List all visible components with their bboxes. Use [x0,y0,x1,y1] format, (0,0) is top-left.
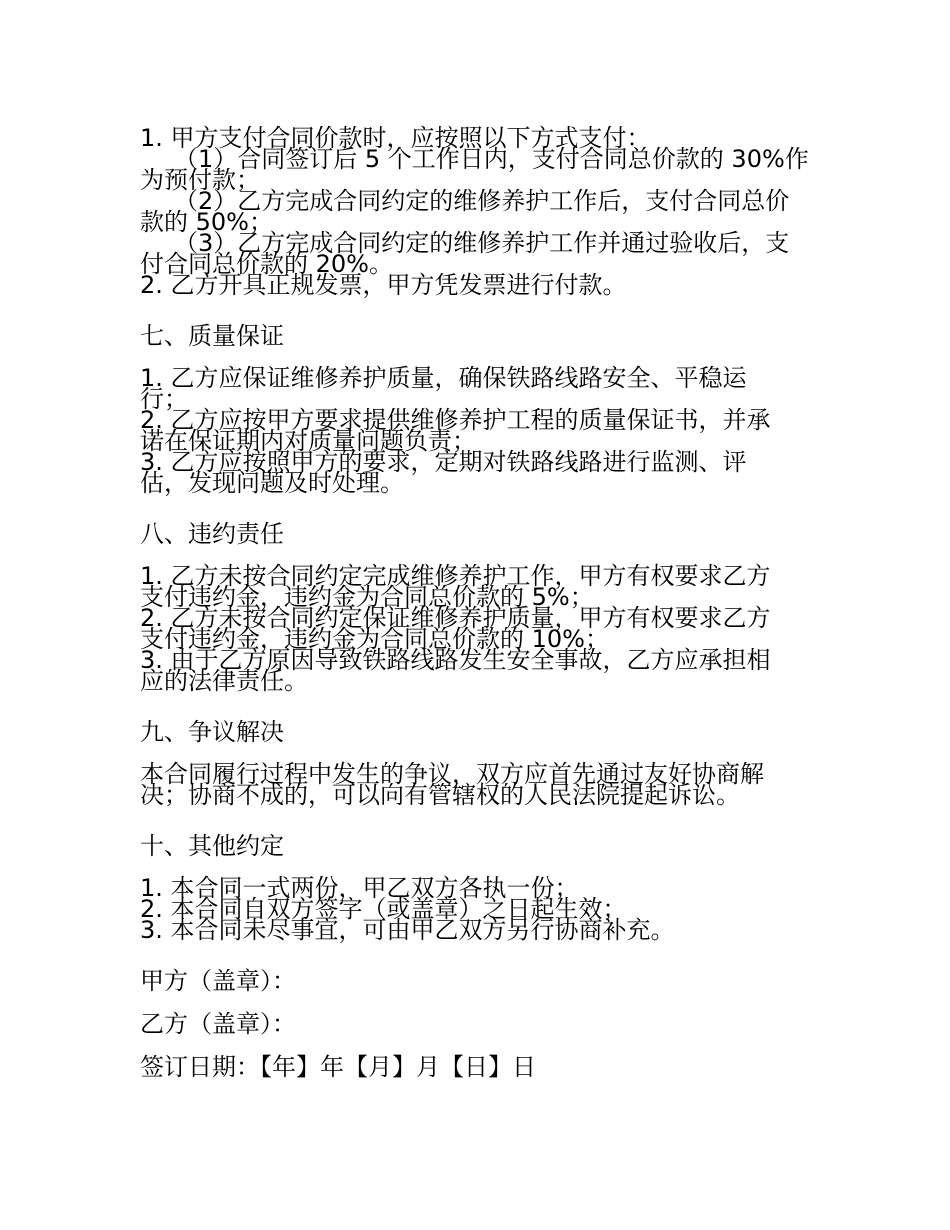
quality-section [140,364,808,497]
other-clause-1: 1. 本合同一式两份，甲乙双方各执一份； [140,874,579,902]
other-clause-3: 3. 本合同未尽事宜，可由甲乙双方另行协商补充。 [140,916,675,944]
other-section [140,874,808,944]
dispute-text: 本合同履行过程中发生的争议，双方应首先通过友好协商解 [140,760,764,788]
quality-clause-1-cont: 行； [140,385,188,413]
liability-clause-1-cont: 支付违约金，违约金为合同总价款的 5%； [140,583,594,611]
payment-item-3: （3）乙方完成合同约定的维修养护工作并通过验收后，支 [174,229,790,257]
liability-clause-3-cont: 应的法律责任。 [140,667,308,695]
quality-clause-2-cont: 诺在保证期内对质量问题负责； [140,427,476,455]
quality-clause-2: 2. 乙方应按甲方要求提供维修养护工程的质量保证书，并承 [140,406,771,434]
signature-party-b: 乙方（盖章）： [140,1010,296,1038]
liability-clause-3: 3. 由于乙方原因导致铁路线路发生安全事故，乙方应承担相 [140,646,771,674]
payment-item-2-cont: 款的 50%； [140,208,273,236]
section-heading-other: 十、其他约定 [140,832,284,860]
dispute-section [140,760,808,809]
quality-clause-3-cont: 估，发现问题及时处理。 [140,469,404,497]
payment-item-3-cont: 付合同总价款的 20%。 [140,250,393,278]
payment-clause-2: 2. 乙方开具正规发票，甲方凭发票进行付款。 [140,271,627,299]
signature-party-a: 甲方（盖章）： [140,967,296,995]
quality-clause-3: 3. 乙方应按照甲方的要求，定期对铁路线路进行监测、评 [140,448,747,476]
liability-section [140,562,808,695]
section-heading-quality: 七、质量保证 [140,322,284,350]
dispute-text-cont: 决；协商不成的，可以向有管辖权的人民法院提起诉讼。 [140,781,740,809]
section-heading-liability: 八、违约责任 [140,520,284,548]
payment-clause-1: 1. 甲方支付合同价款时，应按照以下方式支付： [140,124,651,152]
section-heading-dispute: 九、争议解决 [140,718,284,746]
signing-date: 签订日期：【年】年【月】月【日】日 [140,1053,536,1081]
payment-item-1: （1）合同签订后 5 个工作日内，支付合同总价款的 30%作 [174,145,809,173]
contract-page [140,124,809,1081]
payment-section [140,124,809,299]
payment-item-2: （2）乙方完成合同约定的维修养护工作后，支付合同总价 [174,187,790,215]
quality-clause-1: 1. 乙方应保证维修养护质量，确保铁路线路安全、平稳运 [140,364,747,392]
other-clause-2: 2. 本合同自双方签字（或盖章）之日起生效； [140,895,627,923]
liability-clause-2: 2. 乙方未按合同约定保证维修养护质量，甲方有权要求乙方 [140,604,771,632]
liability-clause-2-cont: 支付违约金，违约金为合同总价款的 10%； [140,625,609,653]
liability-clause-1: 1. 乙方未按合同约定完成维修养护工作，甲方有权要求乙方 [140,562,771,590]
payment-item-1-cont: 为预付款； [140,166,260,194]
